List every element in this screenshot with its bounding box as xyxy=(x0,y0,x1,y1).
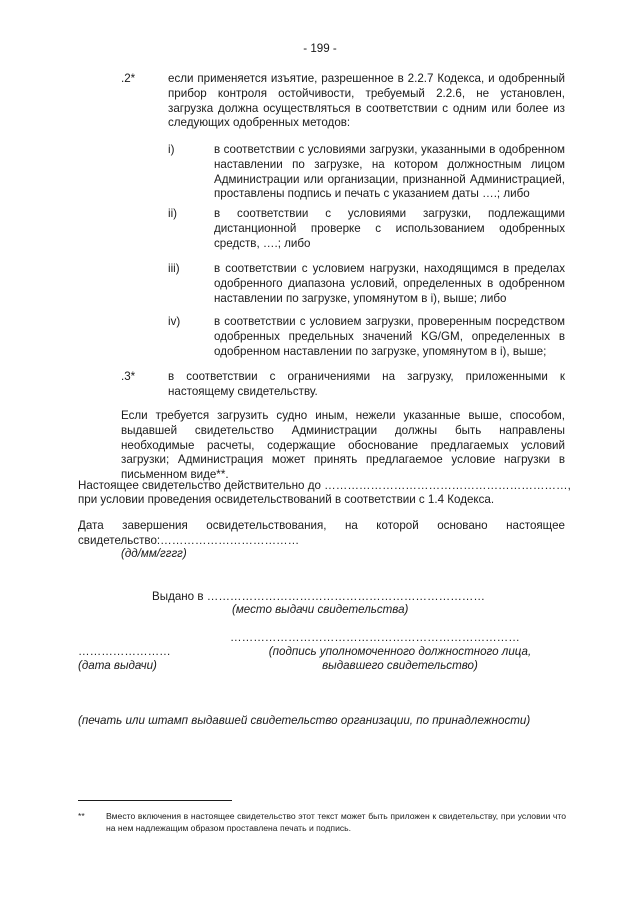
issue-date-label: (дата выдачи) xyxy=(78,659,157,672)
issued-at-line: Выдано в ……………………………………………………………… xyxy=(152,590,485,603)
footnote-separator xyxy=(78,800,232,801)
issued-place-label: (место выдачи свидетельства) xyxy=(232,603,409,616)
signature-dotted-line: ………………………………………………………………… xyxy=(230,631,520,644)
subitem-i-text: в соответствии с условиями загрузки, указанными в одобренном наставлении по загрузке, на котором должностным лицом Администрации или организации, признанной Администрацией, проставлены подпись и печать с указанием даты ….; либо xyxy=(214,143,565,201)
paragraph-other-loading: Если требуется загрузить судно иным, нежели указанные выше, способом, выдавшей свидетельство Администрации должны быть направлены необходимые расчеты, содержащие обоснование предлагаемых условий загрузки; Администрация может принять предлагаемое условие нагрузки в письменном виде**. xyxy=(121,409,565,482)
completion-date-text: Дата завершения освидетельствования, на которой основано настоящее свидетельство:……………………………… xyxy=(78,519,565,547)
validity-line-2: при условии проведения освидетельствований в соответствии с 1.4 Кодекса. xyxy=(78,493,495,506)
subitem-iii-marker: iii) xyxy=(168,262,180,275)
completion-date-format: (дд/мм/гггг) xyxy=(121,547,187,560)
seal-label: (печать или штамп выдавшей свидетельство организации, по принадлежности) xyxy=(78,714,531,727)
subitem-iv-text: в соответствии с условием загрузки, проверенным посредством одобренных предельных значений KG/GM, определенных в одобренном наставлении по загрузке, упомянутом в i), выше; xyxy=(214,315,565,358)
item-2-text: если применяется изъятие, разрешенное в 2.2.7 Кодекса, и одобренный прибор контроля остойчивости, требуемый 2.2.6, не установлен, загрузка должна осуществляться в соответствии с одним или более из следующих одобренных методов: xyxy=(168,72,565,130)
page-number: - 199 - xyxy=(303,42,337,55)
footnote-marker: ** xyxy=(78,811,85,821)
subitem-iv-marker: iv) xyxy=(168,315,181,328)
item-3-text: в соответствии с ограничениями на загрузку, приложенными к настоящему свидетельству. xyxy=(168,370,565,398)
subitem-ii-text: в соответствии с условиями загрузки, подлежащими дистанционной проверке с использованием одобренных средств, ….; либо xyxy=(214,207,565,250)
signature-label-1: (подпись уполномоченного должностного лица, xyxy=(268,645,532,658)
subitem-i-marker: i) xyxy=(168,143,175,156)
subitem-ii-marker: ii) xyxy=(168,207,178,220)
signature-label-2: выдавшего свидетельство) xyxy=(322,659,478,672)
footnote-text: Вместо включения в настоящее свидетельство этот текст может быть приложен к свидетельству, при условии что на нем надлежащим образом проставлена печать и подпись. xyxy=(106,811,566,833)
issue-date-dotted-line: …………………… xyxy=(78,645,171,658)
subitem-iii-text: в соответствии с условием нагрузки, находящимся в пределах одобренного диапазона условий, определенных в одобренном наставлении по загрузке, упомянутом в i), выше; либо xyxy=(214,262,565,305)
validity-line-1: Настоящее свидетельство действительно до ………………………………………………………, xyxy=(78,479,571,492)
item-2-marker: .2* xyxy=(121,72,136,85)
item-3-marker: .3* xyxy=(121,370,136,383)
